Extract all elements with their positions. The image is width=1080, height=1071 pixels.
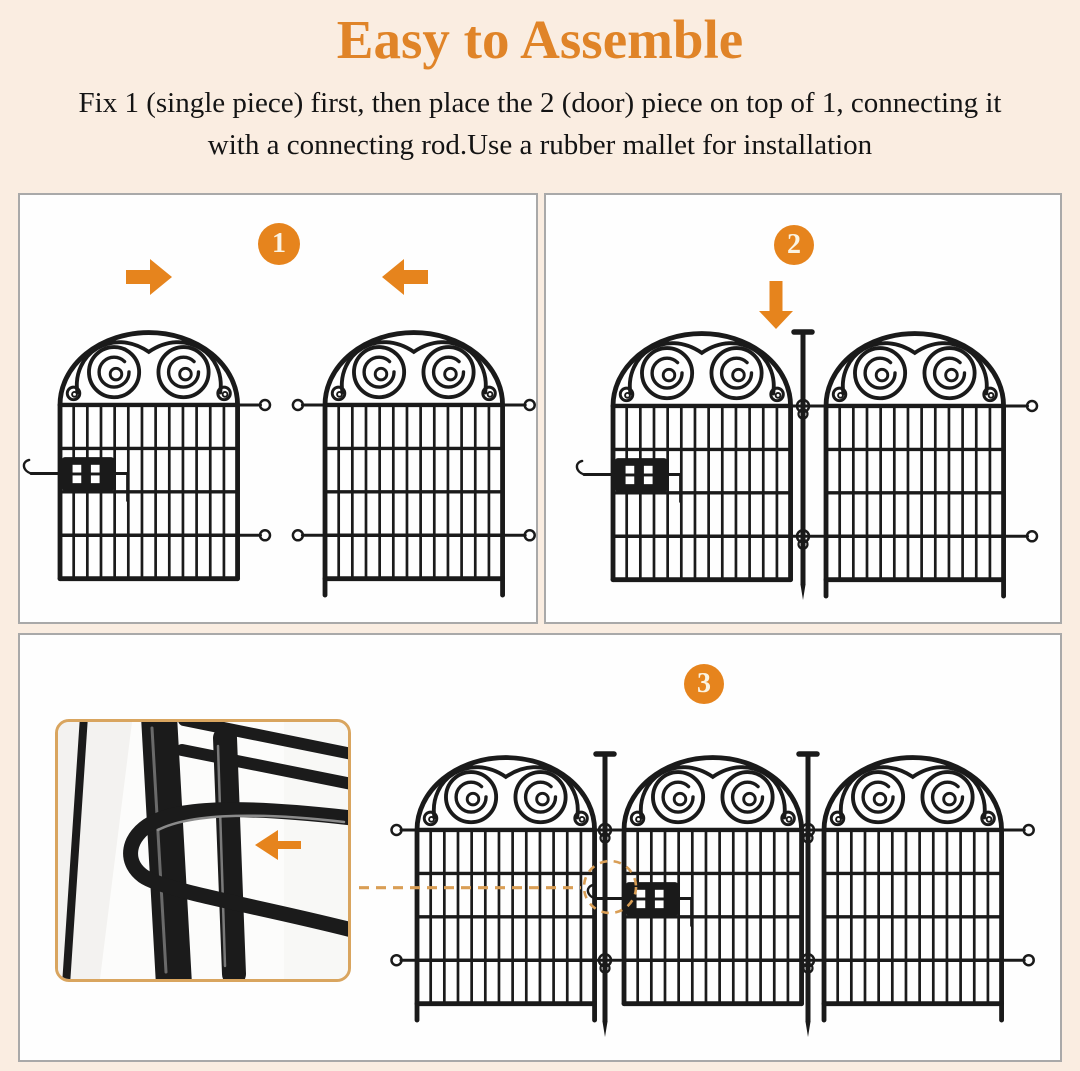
side-hook: [238, 400, 270, 410]
side-hook: [238, 530, 270, 540]
fence-single-panel: [824, 758, 1002, 1020]
connecting-rod: [596, 754, 614, 1037]
photo-background-shade: [284, 722, 348, 979]
side-hook: [503, 400, 535, 410]
fence-door-panel: [577, 334, 791, 580]
connection-photo: [58, 722, 348, 979]
arrow-left-icon: [382, 259, 428, 295]
side-hook: [1002, 825, 1034, 835]
subtitle: [0, 82, 1080, 166]
side-hook: [293, 400, 325, 410]
arrow-right-icon: [126, 259, 172, 295]
subtitle-line-1: Fix 1 (single piece) first, then place the 2 (door) piece on top of 1, connecting it: [78, 87, 1002, 119]
connecting-rod: [794, 332, 812, 600]
side-hook: [293, 530, 325, 540]
side-hook: [392, 955, 418, 965]
page-title: Easy to Assemble: [336, 9, 744, 70]
side-hook: [1004, 531, 1037, 541]
side-hook: [1004, 401, 1037, 411]
side-hook: [392, 825, 418, 835]
fence-single-panel: [325, 333, 503, 595]
fence-door-panel: [24, 333, 238, 579]
fence-door-panel: [588, 758, 802, 1004]
step-1-badge: 1: [258, 223, 300, 265]
step-2-badge: 2: [774, 225, 814, 265]
arrow-down-icon: [759, 281, 793, 329]
step-3-badge: 3: [684, 664, 724, 704]
connection-detail-inset: [55, 719, 351, 982]
side-hook: [503, 530, 535, 540]
side-hook: [1002, 955, 1034, 965]
fence-single-panel: [826, 334, 1004, 596]
subtitle-line-2: with a connecting rod.Use a rubber mallet for installation: [207, 129, 873, 161]
